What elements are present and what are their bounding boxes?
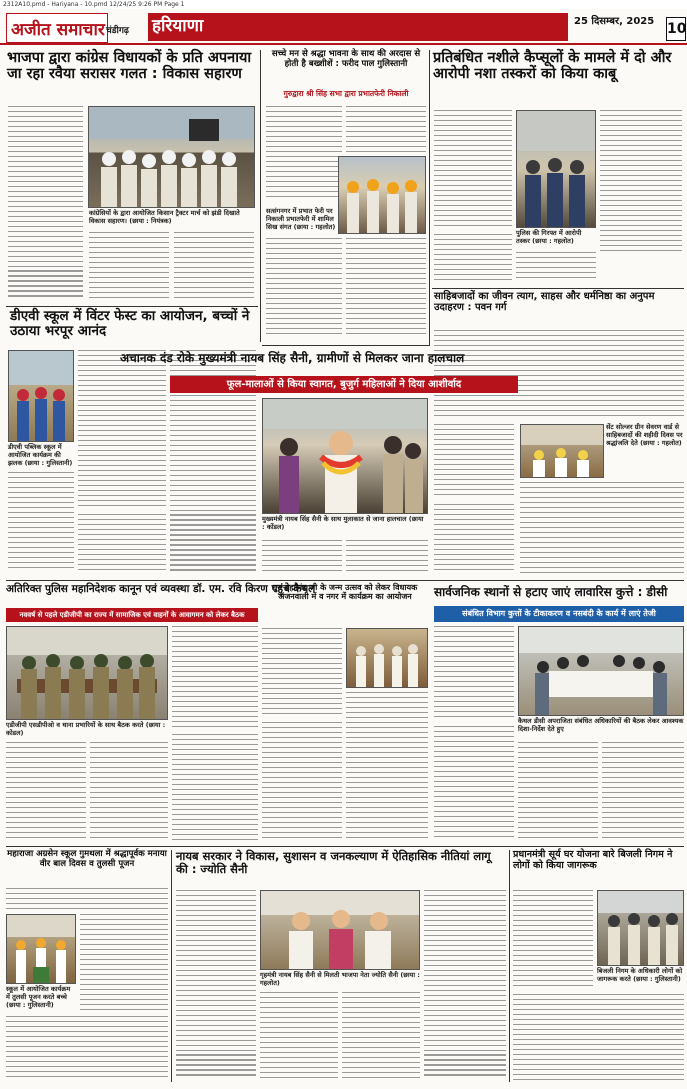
winter-fest-body-col4 bbox=[78, 514, 166, 576]
column-rule bbox=[260, 50, 261, 342]
jyoti-body-col4 bbox=[424, 890, 506, 1082]
print-meta-line: 2312A10.pmd - Hariyana - 10.pmd 12/24/25 9:26 PM Page 1 bbox=[0, 0, 687, 9]
guru-photo bbox=[346, 628, 428, 688]
cm-photo bbox=[262, 398, 428, 514]
story-rule bbox=[6, 306, 258, 307]
congress-body-col2 bbox=[89, 232, 169, 302]
capsules-body-col2 bbox=[600, 110, 682, 254]
winter-fest-caption: डीएवी पब्लिक स्कूल में आयोजित कार्यक्रम की झलक (छाया : गुलिस्तानी) bbox=[8, 443, 73, 467]
dogs-headline: सार्वजनिक स्थानों से हटाए जाएं लावारिस कुत्ते : डीसी bbox=[434, 585, 668, 599]
agrasen-headline: महाराजा अग्रसेन स्कूल गुमथला में श्रद्धापूर्वक मनाया वीर बाल दिवस व तुलसी पूजन bbox=[7, 849, 167, 869]
police-body-col1 bbox=[172, 626, 258, 730]
agrasen-photo bbox=[6, 914, 76, 984]
section-name: हरियाणा bbox=[152, 16, 204, 36]
guru-body-col3 bbox=[262, 722, 342, 842]
agrasen-caption: स्कूल में आयोजित कार्यक्रम में तुलसी पूजन करते बच्चे (छाया : गुलिस्तानी) bbox=[6, 985, 71, 1009]
sahibzade-body bbox=[434, 330, 684, 420]
sahibzade-body-col2 bbox=[434, 424, 514, 500]
winter-fest-body-col3 bbox=[8, 472, 74, 576]
cm-banner: फूल-मालाओं से किया स्वागत, बुजुर्ग महिलाओं ने दिया आशीर्वाद bbox=[170, 376, 518, 393]
guru-body-col2 bbox=[346, 692, 428, 842]
cm-body-col1 bbox=[262, 540, 342, 576]
cm-caption: मुख्यमंत्री नायब सिंह सैनी के साथ मुलाकात से जाना हालचाल (छाया : कोंडल) bbox=[262, 515, 424, 531]
dogs-body-col1 bbox=[434, 626, 514, 722]
capsules-body-col4 bbox=[516, 252, 596, 284]
story-rule bbox=[432, 288, 684, 289]
brand-name: अजीत समाचार bbox=[11, 20, 105, 40]
column-rule bbox=[171, 850, 172, 1082]
dogs-caption: कैथल डीसी अपराजिता संबंधित अधिकारियों की बैठक लेकर आवश्यक दिशा-निर्देश देते हुए bbox=[518, 717, 684, 733]
winter-fest-photo bbox=[8, 350, 74, 442]
dogs-body-col3 bbox=[518, 742, 598, 842]
page-number: 10 bbox=[666, 17, 686, 41]
congress-body-col3 bbox=[174, 232, 254, 302]
jyoti-body-col2 bbox=[260, 992, 338, 1082]
winter-fest-headline: डीएवी स्कूल में विंटर फेस्ट का आयोजन, बच्चों ने उठाया भरपूर आनंद bbox=[10, 308, 250, 340]
jyoti-photo bbox=[260, 890, 420, 970]
dogs-body-col4 bbox=[602, 742, 684, 842]
solar-photo bbox=[597, 890, 684, 966]
story-rule bbox=[262, 345, 430, 346]
capsules-body-col3 bbox=[434, 234, 512, 284]
gurudwara-body-col3 bbox=[266, 238, 342, 340]
section-rule bbox=[6, 580, 684, 581]
cm-headline: अचानक दंड रोके मुख्यमंत्री नायब सिंह सैनी, ग्रामीणों से मिलकर जाना हालचाल bbox=[120, 351, 465, 365]
jyoti-caption: गृहमंत्री नायब सिंह सैनी से मिलती भाजपा नेता ज्योति सैनी (छाया : गहलोत) bbox=[260, 971, 420, 987]
police-headline: अतिरिक्त पुलिस महानिदेशक कानून एवं व्यवस्था डॉ. एम. रवि किरण पहुंचे कैथल bbox=[6, 583, 316, 595]
gurudwara-body-col4 bbox=[346, 238, 426, 340]
gurudwara-body-col1 bbox=[266, 106, 342, 204]
gurudwara-photo bbox=[338, 156, 426, 234]
brand-city: चंडीगढ़ bbox=[106, 26, 129, 36]
solar-body-col1 bbox=[513, 890, 593, 990]
capsules-photo bbox=[516, 110, 596, 228]
dogs-body-col2 bbox=[434, 726, 514, 842]
cm-body-col2 bbox=[346, 540, 428, 576]
congress-body-col1 bbox=[8, 106, 83, 300]
sahibzade-headline: साहिबजादों का जीवन त्याग, साहस और धर्मनिष्ठा का अनुपम उदाहरण : पवन गर्ग bbox=[434, 291, 655, 314]
police-body-col4 bbox=[172, 734, 258, 842]
column-rule bbox=[509, 850, 510, 1082]
jyoti-headline: नायब सरकार ने विकास, सुशासन व जनकल्याण में ऐतिहासिक नीतियां लागू की : ज्योति सैनी bbox=[176, 849, 491, 876]
masthead bbox=[0, 9, 687, 45]
issue-date: 25 दिसम्बर, 2025 bbox=[574, 16, 655, 27]
police-body-col2 bbox=[6, 742, 86, 842]
agrasen-body-lead bbox=[6, 888, 168, 912]
winter-fest-body-col1 bbox=[78, 350, 166, 510]
sahibzade-body-col3 bbox=[520, 482, 684, 578]
police-photo bbox=[6, 626, 168, 720]
sahibzade-caption: सेंट सोल्जर ग्रीन सेवरण वार्ड से साहिबजादों की शहीदी दिवस पर श्रद्धांजलि देते (छाया : गहलोत) bbox=[606, 423, 683, 447]
guru-body-col1 bbox=[262, 628, 342, 718]
solar-body-col2 bbox=[513, 994, 684, 1082]
solar-caption: बिजली निगम के अधिकारी लोगों को जागरूक करते (छाया : गुलिस्तानी) bbox=[597, 967, 683, 983]
capsules-caption: पुलिस की गिरफ्त में आरोपी तस्कर (छाया : गहलोत) bbox=[516, 229, 582, 245]
capsules-body-col1 bbox=[434, 110, 512, 230]
solar-headline: प्रधानमंत्री सूर्य घर योजना बारे बिजली निगम ने लोगों को किया जागरूक bbox=[513, 849, 673, 871]
agrasen-body-col1 bbox=[80, 914, 168, 1014]
congress-caption: कांग्रेसियों के द्वारा आयोजित किसान ट्रैक्टर मार्च को झंडी दिखाते विकास सहारण। (छाया : नियंत्रक) bbox=[89, 209, 240, 225]
police-caption: एडीजीपी एसडीपीओ व थाना प्रभारियों के साथ बैठक करते (छाया : कोडल) bbox=[6, 721, 166, 737]
dogs-banner: संबंधित विभाग कुत्तों के टीकाकरण व नसबंदी के कार्य में लाएं तेजी bbox=[434, 606, 684, 622]
jyoti-body-col3 bbox=[342, 992, 420, 1082]
police-body-col3 bbox=[90, 742, 168, 842]
police-subhead: नववर्ष से पहले एडीजीपी का राज्य में सामाजिक एवं वाहनों के आवागमन को लेकर बैठक bbox=[6, 608, 258, 622]
congress-photo bbox=[88, 106, 255, 208]
sahibzade-photo bbox=[520, 424, 604, 478]
capsules-headline: प्रतिबंधित नशीले कैप्सूलों के मामले में दो और आरोपी नशा तस्करों को किया काबू bbox=[433, 50, 672, 83]
sahibzade-body-col4 bbox=[434, 504, 514, 578]
congress-headline: भाजपा द्वारा कांग्रेस विधायकों के प्रति अपनाया जा रहा रवैया सरासर गलत : विकास सहारण bbox=[7, 50, 252, 83]
jyoti-body-col1 bbox=[176, 890, 256, 1082]
section-bar bbox=[148, 13, 568, 41]
gurudwara-subhead: गुरुद्वारा श्री सिंह सभा द्वारा प्रभातफेरी निकाली bbox=[283, 89, 409, 98]
column-rule bbox=[429, 50, 430, 345]
brand-logo bbox=[6, 13, 108, 43]
section-rule bbox=[6, 846, 684, 847]
gurudwara-caption: सत्संगनगर में प्रभात फेरी पर निकाली प्रभातफेरी में शामिल सिख संगत (छाया : गहलोत) bbox=[266, 207, 336, 231]
agrasen-body-col2 bbox=[6, 1016, 168, 1082]
dogs-photo bbox=[518, 626, 684, 716]
gurudwara-headline: सच्चे मन से श्रद्धा भावना के साथ की अरदास से होती है बख्शीशें : फरीद पाल गुलिस्तानी bbox=[271, 49, 421, 69]
guru-headline: गुरु ब्रह्मानंद जी के जन्म उत्सव को लेकर विधायक अंजनवाली में व नगर में कार्यक्रम का आयोजन bbox=[272, 583, 418, 601]
